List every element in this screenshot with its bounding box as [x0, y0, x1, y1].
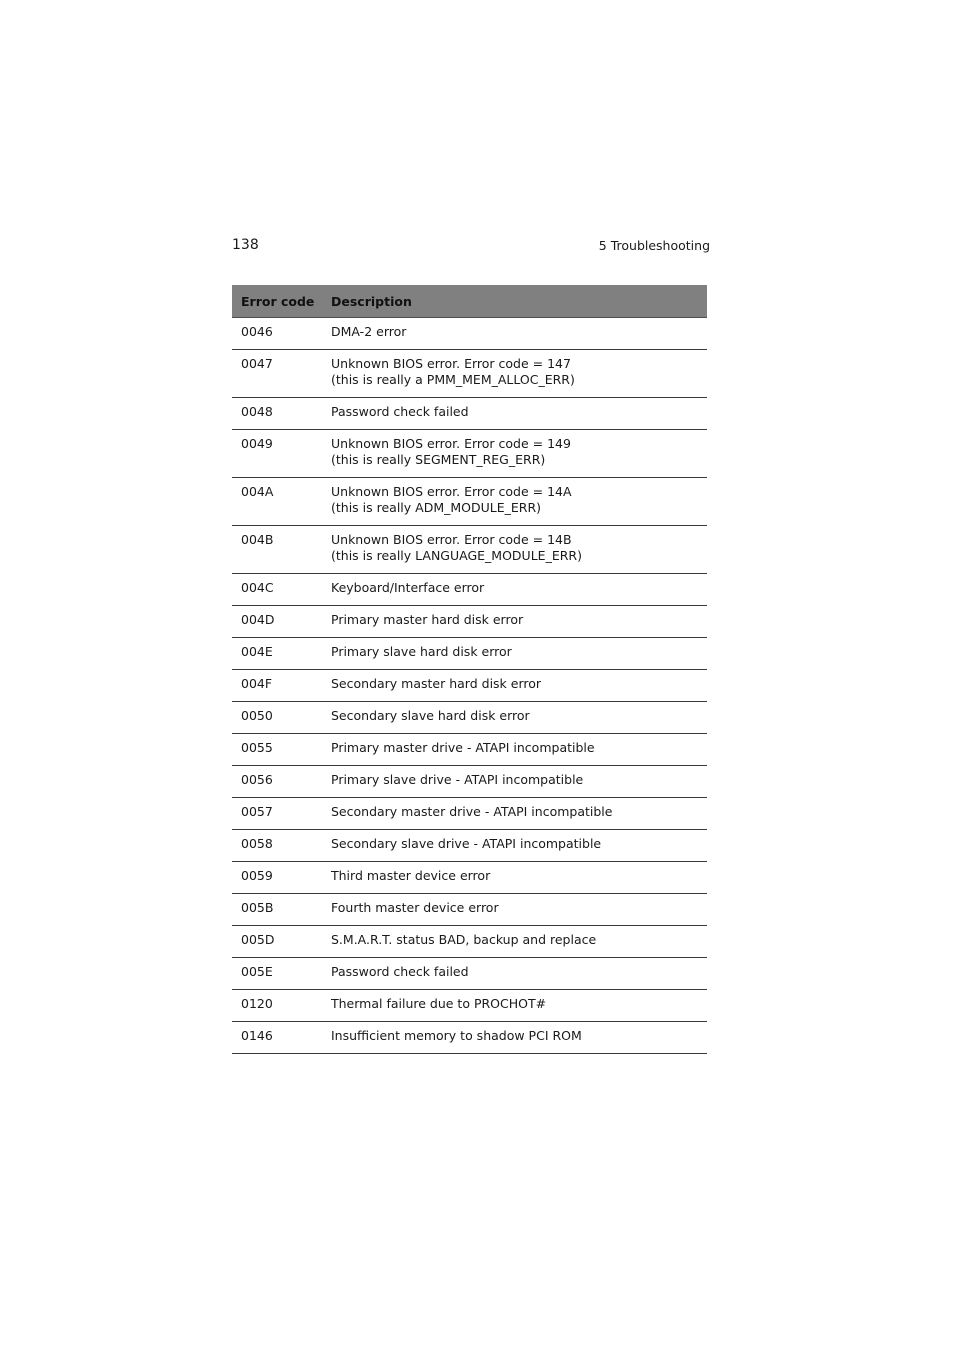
error-code-cell: 0049: [232, 430, 322, 478]
error-code-cell: 0146: [232, 1022, 322, 1054]
description-line: Insufficient memory to shadow PCI ROM: [331, 1028, 582, 1043]
column-header-error-code: Error code: [232, 285, 322, 318]
table-row: [232, 926, 707, 958]
description-line: Third master device error: [331, 868, 491, 883]
description-cell: [322, 574, 707, 606]
description-cell: [322, 606, 707, 638]
description-line: Primary slave drive - ATAPI incompatible: [331, 772, 584, 787]
column-header-description: Description: [322, 285, 707, 318]
error-code-cell: 0055: [232, 734, 322, 766]
description-line: (this is really a PMM_MEM_ALLOC_ERR): [331, 372, 575, 387]
error-code-cell: 004A: [232, 478, 322, 526]
description-cell: [322, 638, 707, 670]
description-cell: [322, 894, 707, 926]
description-line: Fourth master device error: [331, 900, 499, 915]
error-code-cell: 0059: [232, 862, 322, 894]
description-line: Unknown BIOS error. Error code = 14A: [331, 484, 572, 499]
description-line: Primary master drive - ATAPI incompatible: [331, 740, 595, 755]
description-line: (this is really LANGUAGE_MODULE_ERR): [331, 548, 582, 563]
description-line: Keyboard/Interface error: [331, 580, 485, 595]
description-cell: [322, 1022, 707, 1054]
error-code-cell: 005D: [232, 926, 322, 958]
table-row: [232, 478, 707, 526]
table-row: [232, 606, 707, 638]
error-code-cell: 005E: [232, 958, 322, 990]
error-code-cell: 0056: [232, 766, 322, 798]
description-cell: [322, 926, 707, 958]
description-cell: [322, 670, 707, 702]
section-title: 5 Troubleshooting: [598, 238, 710, 253]
table-row: [232, 734, 707, 766]
table-row: [232, 894, 707, 926]
error-code-cell: 004F: [232, 670, 322, 702]
error-code-cell: 0057: [232, 798, 322, 830]
description-cell: [322, 734, 707, 766]
table-row: [232, 798, 707, 830]
description-line: Unknown BIOS error. Error code = 147: [331, 356, 571, 371]
table-row: [232, 318, 707, 350]
error-code-cell: 004D: [232, 606, 322, 638]
error-code-cell: 004E: [232, 638, 322, 670]
description-line: Primary slave hard disk error: [331, 644, 512, 659]
error-code-cell: 0058: [232, 830, 322, 862]
description-line: Thermal failure due to PROCHOT#: [331, 996, 547, 1011]
description-line: Unknown BIOS error. Error code = 149: [331, 436, 571, 451]
description-cell: [322, 318, 707, 350]
table-row: [232, 638, 707, 670]
error-code-table: [232, 285, 707, 1054]
table-row: [232, 350, 707, 398]
description-cell: [322, 702, 707, 734]
description-line: Secondary master drive - ATAPI incompatible: [331, 804, 613, 819]
table-row: [232, 1022, 707, 1054]
table-row: [232, 862, 707, 894]
error-code-cell: 0120: [232, 990, 322, 1022]
description-line: (this is really SEGMENT_REG_ERR): [331, 452, 546, 467]
description-cell: [322, 958, 707, 990]
table-row: [232, 526, 707, 574]
table-row: [232, 830, 707, 862]
error-code-cell: 004B: [232, 526, 322, 574]
table-row: [232, 670, 707, 702]
table-row: [232, 398, 707, 430]
description-line: Secondary slave drive - ATAPI incompatible: [331, 836, 602, 851]
description-line: (this is really ADM_MODULE_ERR): [331, 500, 542, 515]
description-line: Unknown BIOS error. Error code = 14B: [331, 532, 572, 547]
description-cell: [322, 350, 707, 398]
description-cell: [322, 430, 707, 478]
description-line: Secondary slave hard disk error: [331, 708, 530, 723]
description-cell: [322, 862, 707, 894]
table-row: [232, 766, 707, 798]
description-cell: [322, 990, 707, 1022]
description-line: Password check failed: [331, 964, 469, 979]
description-line: Secondary master hard disk error: [331, 676, 542, 691]
page-number: 138: [232, 237, 259, 253]
description-line: S.M.A.R.T. status BAD, backup and replace: [331, 932, 597, 947]
table-header-row: [232, 285, 707, 318]
description-cell: [322, 798, 707, 830]
description-cell: [322, 766, 707, 798]
error-code-cell: 0050: [232, 702, 322, 734]
description-cell: [322, 478, 707, 526]
error-code-cell: 0046: [232, 318, 322, 350]
table-body: [232, 318, 707, 1054]
description-line: Primary master hard disk error: [331, 612, 524, 627]
description-line: DMA-2 error: [331, 324, 407, 339]
table-row: [232, 990, 707, 1022]
table-row: [232, 430, 707, 478]
error-code-cell: 004C: [232, 574, 322, 606]
description-cell: [322, 830, 707, 862]
table-row: [232, 702, 707, 734]
description-line: Password check failed: [331, 404, 469, 419]
error-code-cell: 0048: [232, 398, 322, 430]
table-row: [232, 574, 707, 606]
error-code-cell: 005B: [232, 894, 322, 926]
error-code-cell: 0047: [232, 350, 322, 398]
table-row: [232, 958, 707, 990]
description-cell: [322, 398, 707, 430]
description-cell: [322, 526, 707, 574]
